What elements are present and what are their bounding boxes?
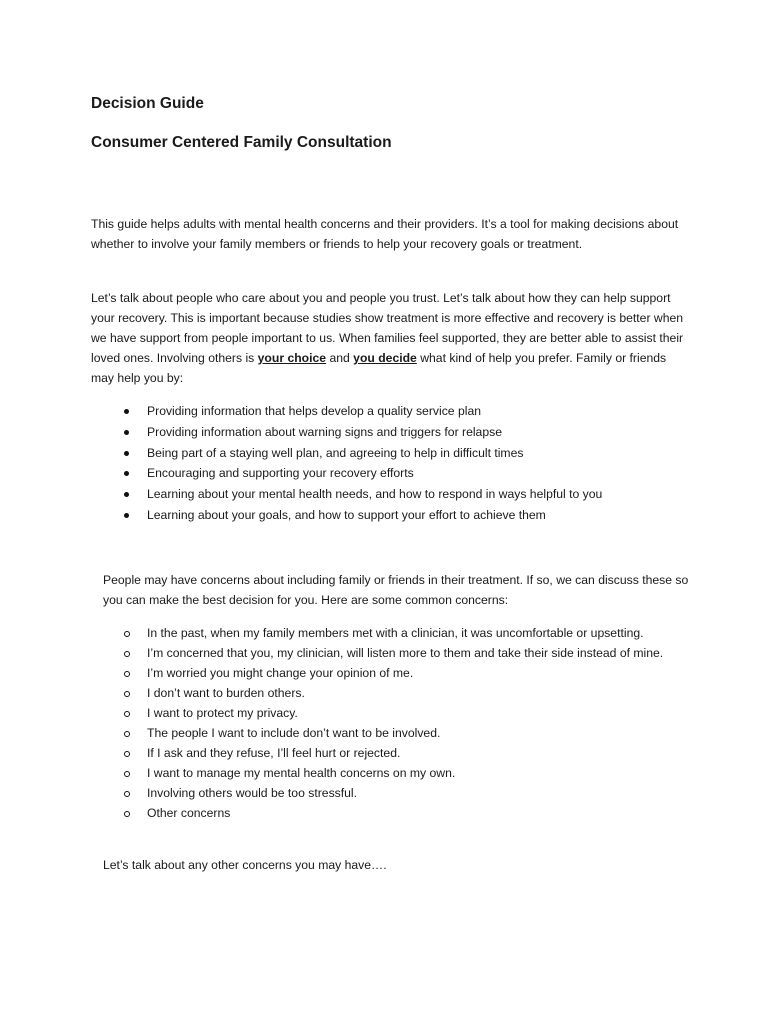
list-item bbox=[121, 623, 681, 643]
circle-bullet-icon bbox=[124, 651, 130, 657]
list-item bbox=[121, 783, 681, 803]
concerns-intro: People may have concerns about including family or friends in their treatment. If so, we can discuss these so you can make the best decision for you. Here are some common concerns: bbox=[103, 573, 689, 607]
emphasis-you-decide: you decide bbox=[353, 351, 417, 365]
list-item bbox=[121, 484, 681, 505]
talk-text-middle: and bbox=[326, 351, 354, 365]
list-item bbox=[121, 422, 681, 443]
emphasis-your-choice: your choice bbox=[257, 351, 327, 365]
help-item-text: Encouraging and supporting your recovery efforts bbox=[147, 466, 414, 481]
list-item bbox=[121, 643, 681, 663]
list-item bbox=[121, 683, 681, 703]
list-item bbox=[121, 663, 681, 683]
circle-bullet-icon bbox=[124, 731, 130, 737]
help-item-text: Learning about your goals, and how to support your effort to achieve them bbox=[147, 507, 546, 522]
circle-bullet-icon bbox=[124, 691, 130, 697]
concern-text: I don’t want to burden others. bbox=[147, 686, 305, 700]
circle-bullet-icon bbox=[124, 671, 130, 677]
bullet-icon bbox=[124, 492, 129, 497]
bullet-icon bbox=[124, 513, 129, 518]
help-list bbox=[121, 401, 681, 526]
talk-text-after: what kind of help you prefer. Family or friends may help you by: bbox=[91, 351, 667, 385]
list-item bbox=[121, 743, 681, 763]
bullet-icon bbox=[124, 471, 129, 476]
concern-text: Involving others would be too stressful. bbox=[147, 786, 358, 800]
help-item-text: Providing information that helps develop a quality service plan bbox=[147, 404, 481, 418]
talk-paragraph bbox=[91, 288, 691, 388]
help-item-text: Providing information about warning signs and triggers for relapse bbox=[147, 424, 502, 439]
list-item bbox=[121, 763, 681, 783]
list-item bbox=[121, 723, 681, 743]
help-item-text: Being part of a staying well plan, and agreeing to help in difficult times bbox=[147, 445, 524, 460]
list-item bbox=[121, 401, 681, 422]
concern-text: I’m worried you might change your opinion of me. bbox=[147, 666, 414, 680]
list-item bbox=[121, 443, 681, 464]
talk-text-before: Let’s talk about people who care about you and people you trust. Let’s talk about how they can help support your recovery. This is important because studies show treatment is more effective and recovery is better when we have support from people important to us. When families feel supported, they are better able to assist their loved ones. Involving others is bbox=[91, 291, 684, 365]
bullet-icon bbox=[124, 409, 129, 414]
circle-bullet-icon bbox=[124, 791, 130, 797]
concern-text: The people I want to include don’t want to be involved. bbox=[147, 726, 441, 740]
list-item bbox=[121, 505, 681, 526]
circle-bullet-icon bbox=[124, 751, 130, 757]
concerns-list bbox=[121, 623, 681, 823]
page-title: Decision Guide bbox=[91, 95, 204, 112]
concern-text: In the past, when my family members met with a clinician, it was uncomfortable or upsetting. bbox=[147, 626, 644, 640]
concern-text: If I ask and they refuse, I’ll feel hurt or rejected. bbox=[147, 746, 401, 760]
intro-paragraph: This guide helps adults with mental health concerns and their providers. It’s a tool for making decisions about whether to involve your family members or friends to help your recovery goals or treatment. bbox=[91, 217, 679, 252]
bullet-icon bbox=[124, 451, 129, 456]
closing-line: Let’s talk about any other concerns you may have…. bbox=[103, 858, 387, 872]
list-item bbox=[121, 803, 681, 823]
circle-bullet-icon bbox=[124, 711, 130, 717]
list-item bbox=[121, 703, 681, 723]
circle-bullet-icon bbox=[124, 811, 130, 817]
concern-text: I’m concerned that you, my clinician, will listen more to them and take their side instead of mine. bbox=[147, 646, 664, 660]
concern-text: I want to manage my mental health concerns on my own. bbox=[147, 766, 456, 780]
page-subtitle: Consumer Centered Family Consultation bbox=[91, 134, 392, 151]
list-item bbox=[121, 463, 681, 484]
circle-bullet-icon bbox=[124, 631, 130, 637]
concern-text: Other concerns bbox=[147, 806, 231, 820]
circle-bullet-icon bbox=[124, 771, 130, 777]
bullet-icon bbox=[124, 430, 129, 435]
concern-text: I want to protect my privacy. bbox=[147, 706, 298, 720]
help-item-text: Learning about your mental health needs, and how to respond in ways helpful to you bbox=[147, 487, 603, 502]
